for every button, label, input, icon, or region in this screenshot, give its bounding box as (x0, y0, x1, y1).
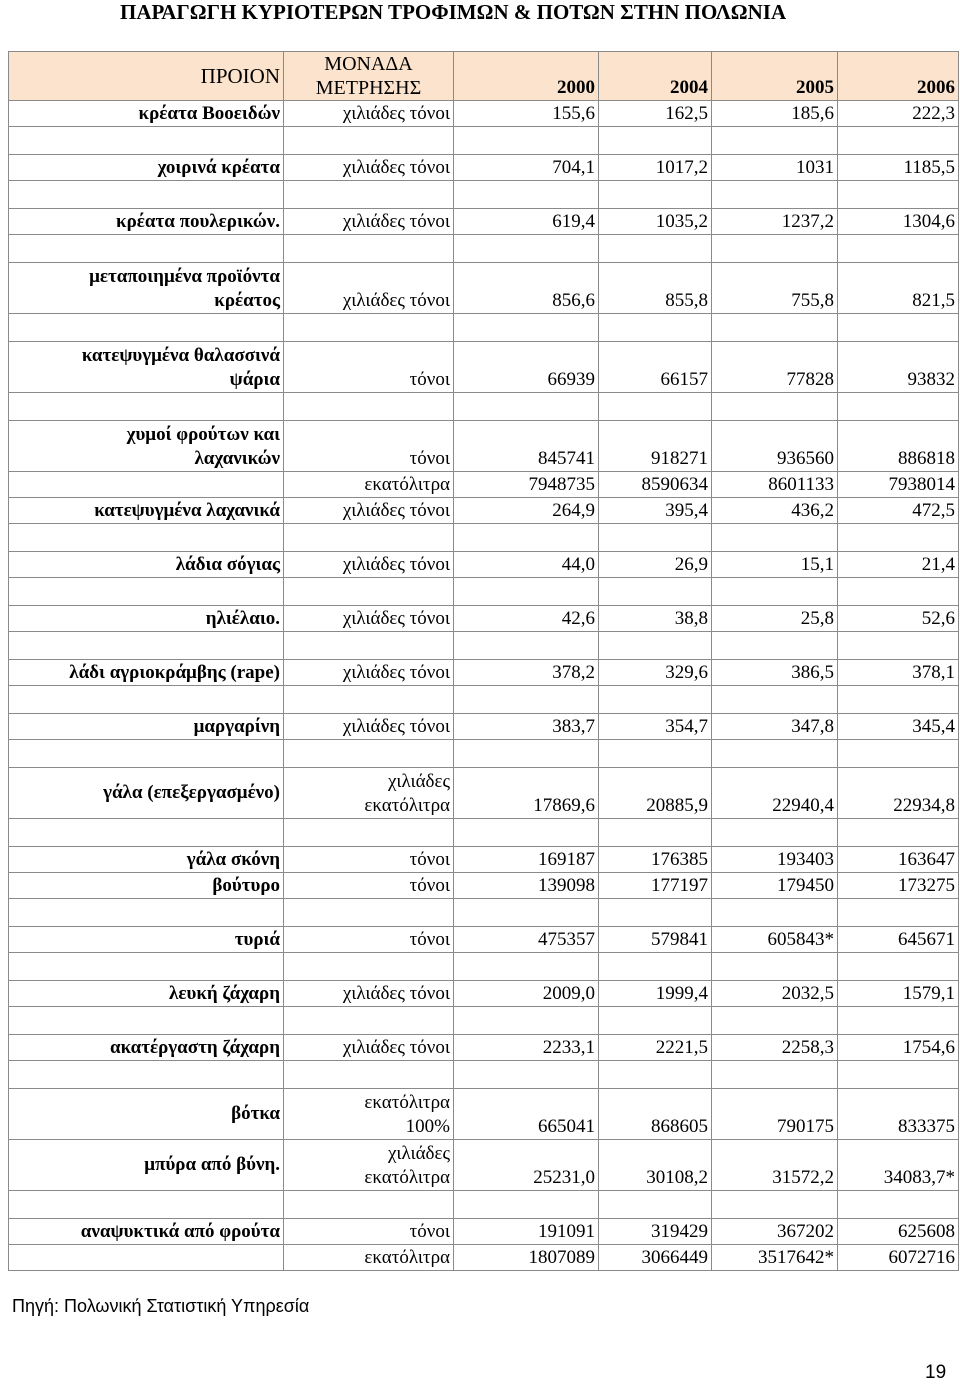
value-2005: 77828 (712, 342, 838, 393)
value-2000: 378,2 (454, 660, 599, 686)
value-2005: 25,8 (712, 606, 838, 632)
table-row (9, 927, 959, 953)
value-2000: 619,4 (454, 209, 599, 235)
value-2004: 579841 (599, 927, 712, 953)
value-2000: 665041 (454, 1089, 599, 1140)
unit-cell: τόνοι (284, 342, 454, 393)
product-cell (9, 472, 284, 498)
value-2005: 22940,4 (712, 768, 838, 819)
product-cell: μπύρα από βύνη. (9, 1140, 284, 1191)
value-2006: 1579,1 (838, 981, 959, 1007)
unit-cell: εκατόλιτρα (284, 1245, 454, 1271)
value-2004: 162,5 (599, 101, 712, 127)
spacer-row (9, 686, 959, 714)
value-2000: 1807089 (454, 1245, 599, 1271)
product-cell: κατεψυγμένα λαχανικά (9, 498, 284, 524)
spacer-row (9, 899, 959, 927)
value-2006: 345,4 (838, 714, 959, 740)
header-product: ΠΡΟΙΟΝ (9, 52, 284, 101)
value-2006: 22934,8 (838, 768, 959, 819)
product-cell: κρέατα Βοοειδών (9, 101, 284, 127)
table-row (9, 498, 959, 524)
value-2006: 472,5 (838, 498, 959, 524)
spacer-row (9, 393, 959, 421)
product-cell: ακατέργαστη ζάχαρη (9, 1035, 284, 1061)
value-2000: 169187 (454, 847, 599, 873)
value-2006: 34083,7* (838, 1140, 959, 1191)
value-2006: 821,5 (838, 263, 959, 314)
value-2000: 383,7 (454, 714, 599, 740)
value-2004: 38,8 (599, 606, 712, 632)
table-row (9, 847, 959, 873)
unit-cell: τόνοι (284, 873, 454, 899)
product-cell: γάλα (επεξεργασμένο) (9, 768, 284, 819)
value-2000: 845741 (454, 421, 599, 472)
value-2004: 354,7 (599, 714, 712, 740)
page-title: ΠΑΡΑΓΩΓΗ ΚΥΡΙΟΤΕΡΩΝ ΤΡΟΦΙΜΩΝ & ΠΟΤΩΝ ΣΤΗΝ ΠΟΛΩΝΙΑ (120, 0, 787, 24)
value-2005: 15,1 (712, 552, 838, 578)
value-2004: 3066449 (599, 1245, 712, 1271)
value-2006: 163647 (838, 847, 959, 873)
spacer-row (9, 740, 959, 768)
spacer-row (9, 181, 959, 209)
value-2004: 329,6 (599, 660, 712, 686)
table-row (9, 263, 959, 314)
table-row (9, 768, 959, 819)
table-row (9, 342, 959, 393)
value-2004: 66157 (599, 342, 712, 393)
header-unit: ΜΟΝΑΔΑ ΜΕΤΡΗΣΗΣ (284, 52, 454, 101)
unit-cell: χιλιάδες τόνοι (284, 660, 454, 686)
value-2006: 222,3 (838, 101, 959, 127)
value-2004: 26,9 (599, 552, 712, 578)
spacer-row (9, 632, 959, 660)
value-2006: 378,1 (838, 660, 959, 686)
unit-cell: χιλιάδες τόνοι (284, 263, 454, 314)
table-row (9, 472, 959, 498)
unit-cell: τόνοι (284, 421, 454, 472)
spacer-row (9, 1061, 959, 1089)
product-cell: λάδια σόγιας (9, 552, 284, 578)
value-2005: 2032,5 (712, 981, 838, 1007)
value-2006: 1185,5 (838, 155, 959, 181)
spacer-row (9, 578, 959, 606)
value-2000: 856,6 (454, 263, 599, 314)
product-cell: μαργαρίνη (9, 714, 284, 740)
product-cell (9, 1245, 284, 1271)
unit-cell: χιλιάδες τόνοι (284, 714, 454, 740)
spacer-row (9, 314, 959, 342)
value-2004: 30108,2 (599, 1140, 712, 1191)
value-2005: 436,2 (712, 498, 838, 524)
value-2004: 1999,4 (599, 981, 712, 1007)
value-2005: 1031 (712, 155, 838, 181)
spacer-row (9, 819, 959, 847)
unit-cell: χιλιάδες τόνοι (284, 498, 454, 524)
table-row (9, 981, 959, 1007)
value-2005: 605843* (712, 927, 838, 953)
unit-cell: εκατόλιτρα 100% (284, 1089, 454, 1140)
table-header-row (9, 52, 959, 101)
product-cell: λευκή ζάχαρη (9, 981, 284, 1007)
table-row (9, 873, 959, 899)
value-2005: 386,5 (712, 660, 838, 686)
unit-cell: χιλιάδες εκατόλιτρα (284, 768, 454, 819)
table-row (9, 1089, 959, 1140)
value-2005: 185,6 (712, 101, 838, 127)
value-2005: 3517642* (712, 1245, 838, 1271)
value-2004: 1017,2 (599, 155, 712, 181)
value-2004: 395,4 (599, 498, 712, 524)
value-2000: 264,9 (454, 498, 599, 524)
product-cell: χυμοί φρούτων και λαχανικών (9, 421, 284, 472)
unit-cell: τόνοι (284, 847, 454, 873)
product-cell: λάδι αγριοκράμβης (rape) (9, 660, 284, 686)
value-2006: 21,4 (838, 552, 959, 578)
value-2004: 2221,5 (599, 1035, 712, 1061)
value-2006: 52,6 (838, 606, 959, 632)
value-2006: 6072716 (838, 1245, 959, 1271)
value-2005: 755,8 (712, 263, 838, 314)
value-2005: 179450 (712, 873, 838, 899)
product-cell: αναψυκτικά από φρούτα (9, 1219, 284, 1245)
value-2004: 1035,2 (599, 209, 712, 235)
value-2006: 7938014 (838, 472, 959, 498)
value-2000: 191091 (454, 1219, 599, 1245)
page-number: 19 (925, 1362, 947, 1383)
value-2004: 868605 (599, 1089, 712, 1140)
spacer-row (9, 1007, 959, 1035)
value-2000: 704,1 (454, 155, 599, 181)
value-2005: 31572,2 (712, 1140, 838, 1191)
value-2006: 886818 (838, 421, 959, 472)
table-row (9, 155, 959, 181)
unit-cell: τόνοι (284, 927, 454, 953)
product-cell: γάλα σκόνη (9, 847, 284, 873)
value-2006: 625608 (838, 1219, 959, 1245)
value-2005: 347,8 (712, 714, 838, 740)
spacer-row (9, 524, 959, 552)
header-year-2004: 2004 (599, 52, 712, 101)
header-year-2006: 2006 (838, 52, 959, 101)
table-row (9, 1219, 959, 1245)
product-cell: μεταποιημένα προϊόντα κρέατος (9, 263, 284, 314)
value-2006: 1304,6 (838, 209, 959, 235)
product-cell: ηλιέλαιο. (9, 606, 284, 632)
value-2005: 8601133 (712, 472, 838, 498)
value-2006: 833375 (838, 1089, 959, 1140)
unit-cell: χιλιάδες τόνοι (284, 209, 454, 235)
value-2006: 645671 (838, 927, 959, 953)
value-2005: 2258,3 (712, 1035, 838, 1061)
value-2004: 176385 (599, 847, 712, 873)
value-2000: 66939 (454, 342, 599, 393)
value-2004: 8590634 (599, 472, 712, 498)
unit-cell: χιλιάδες τόνοι (284, 1035, 454, 1061)
product-cell: χοιρινά κρέατα (9, 155, 284, 181)
value-2005: 790175 (712, 1089, 838, 1140)
value-2000: 25231,0 (454, 1140, 599, 1191)
value-2004: 177197 (599, 873, 712, 899)
product-cell: κατεψυγμένα θαλασσινά ψάρια (9, 342, 284, 393)
value-2000: 17869,6 (454, 768, 599, 819)
unit-cell: χιλιάδες τόνοι (284, 606, 454, 632)
source-note: Πηγή: Πολωνική Στατιστική Υπηρεσία (12, 1296, 310, 1316)
spacer-row (9, 235, 959, 263)
value-2005: 936560 (712, 421, 838, 472)
unit-cell: χιλιάδες τόνοι (284, 101, 454, 127)
value-2000: 155,6 (454, 101, 599, 127)
table-row (9, 101, 959, 127)
table-row (9, 209, 959, 235)
table-row (9, 606, 959, 632)
spacer-row (9, 1191, 959, 1219)
spacer-row (9, 127, 959, 155)
value-2005: 193403 (712, 847, 838, 873)
product-cell: βότκα (9, 1089, 284, 1140)
unit-cell: χιλιάδες τόνοι (284, 552, 454, 578)
value-2004: 319429 (599, 1219, 712, 1245)
table-row (9, 552, 959, 578)
value-2004: 20885,9 (599, 768, 712, 819)
production-table (8, 51, 959, 1271)
value-2004: 918271 (599, 421, 712, 472)
value-2000: 475357 (454, 927, 599, 953)
header-year-2005: 2005 (712, 52, 838, 101)
table-row (9, 421, 959, 472)
spacer-row (9, 953, 959, 981)
value-2000: 2233,1 (454, 1035, 599, 1061)
table-row (9, 660, 959, 686)
table-row (9, 1035, 959, 1061)
table-row (9, 1140, 959, 1191)
value-2000: 42,6 (454, 606, 599, 632)
unit-cell: τόνοι (284, 1219, 454, 1245)
table-row (9, 714, 959, 740)
value-2000: 139098 (454, 873, 599, 899)
header-year-2000: 2000 (454, 52, 599, 101)
value-2000: 44,0 (454, 552, 599, 578)
unit-cell: χιλιάδες τόνοι (284, 981, 454, 1007)
product-cell: κρέατα πουλερικών. (9, 209, 284, 235)
unit-cell: χιλιάδες εκατόλιτρα (284, 1140, 454, 1191)
product-cell: τυριά (9, 927, 284, 953)
value-2004: 855,8 (599, 263, 712, 314)
unit-cell: χιλιάδες τόνοι (284, 155, 454, 181)
value-2000: 2009,0 (454, 981, 599, 1007)
value-2006: 93832 (838, 342, 959, 393)
table-row (9, 1245, 959, 1271)
product-cell: βούτυρο (9, 873, 284, 899)
value-2006: 173275 (838, 873, 959, 899)
value-2005: 1237,2 (712, 209, 838, 235)
value-2000: 7948735 (454, 472, 599, 498)
unit-cell: εκατόλιτρα (284, 472, 454, 498)
value-2006: 1754,6 (838, 1035, 959, 1061)
value-2005: 367202 (712, 1219, 838, 1245)
